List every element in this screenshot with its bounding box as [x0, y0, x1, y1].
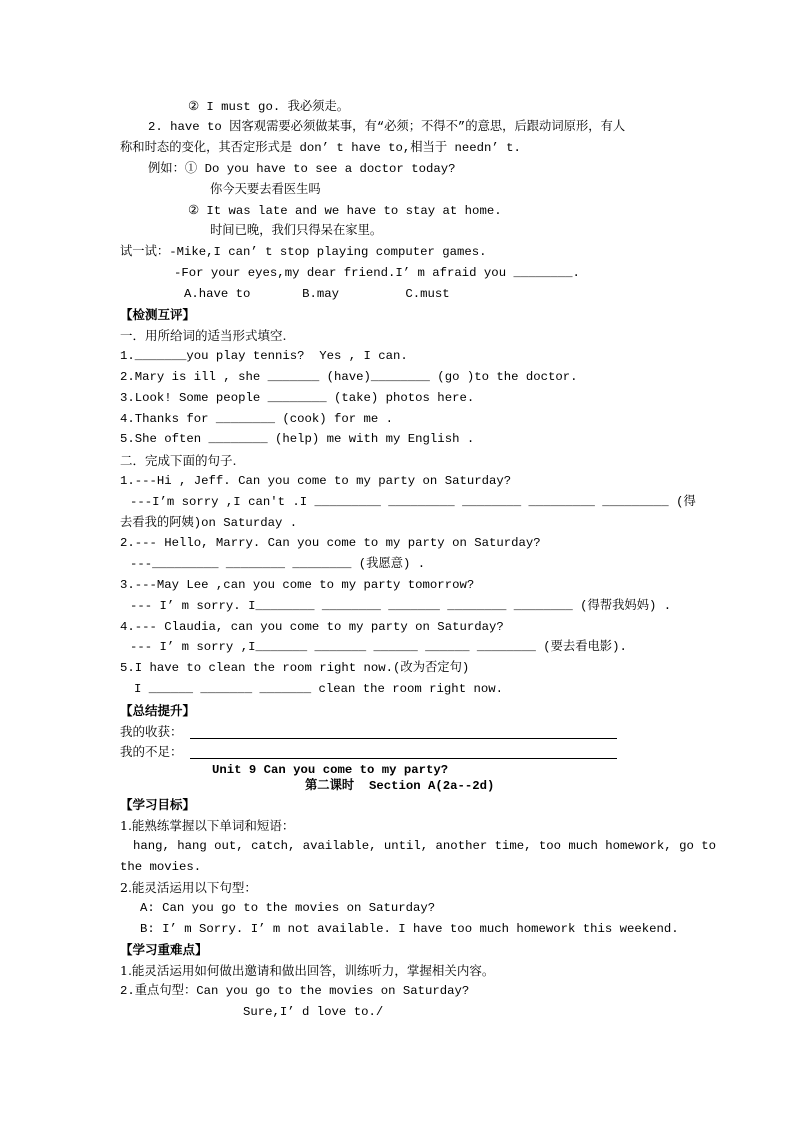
goal-2-sentence-a: A: Can you go to the movies on Saturday? — [140, 901, 436, 915]
gain-label: 我的收获： — [120, 724, 183, 739]
part1-item: 4.Thanks for ________ (cook) for me . — [120, 412, 394, 426]
goal-2: 2.能灵活运用以下句型： — [120, 880, 257, 895]
part2-line: 4.--- Claudia, can you come to my party on Saturday? — [120, 620, 504, 634]
lack-answer-line — [190, 758, 617, 759]
part2-title: 二．完成下面的句子. — [120, 453, 237, 468]
example-must-2: ② I must go. 我必须走。 — [188, 100, 350, 114]
unit-title: Unit 9 Can you come to my party? — [212, 763, 449, 777]
grammar-point-2-line2: 称和时态的变化，其否定形式是 don’ t have to,相当于 needn’ t. — [120, 141, 521, 155]
lack-label: 我的不足： — [120, 744, 183, 759]
goal-1-words: hang, hang out, catch, available, until, another time, too much homework, go to — [133, 839, 716, 853]
part2-line: ---I’m sorry ,I can't .I _________ _________ ________ _________ _________ (得 — [130, 495, 696, 509]
try-it-line2: -For your eyes,my dear friend.I’ m afraid you ________. — [174, 266, 580, 280]
gain-answer-line — [190, 738, 617, 739]
example-1-en: 例如：① Do you have to see a doctor today? — [148, 162, 456, 176]
check-heading: 【检测互评】 — [120, 307, 196, 322]
summary-heading: 【总结提升】 — [120, 703, 196, 718]
example-1-cn: 你今天要去看医生吗 — [210, 183, 321, 197]
key-point-1: 1.能灵活运用如何做出邀请和做出回答，训练听力，掌握相关内容。 — [120, 963, 495, 978]
part1-item: 5.She often ________ (help) me with my English . — [120, 432, 475, 446]
grammar-point-2-line1: 2. have to 因客观需要必须做某事，有“必须；不得不”的意思，后跟动词原形，有人 — [148, 120, 626, 134]
example-2-en: ② It was late and we have to stay at home. — [188, 204, 502, 218]
part1-title: 一．用所给词的适当形式填空. — [120, 328, 287, 343]
example-2-cn: 时间已晚，我们只得呆在家里。 — [210, 224, 383, 238]
goals-heading: 【学习目标】 — [120, 797, 196, 812]
part2-line: 2.--- Hello, Marry. Can you come to my party on Saturday? — [120, 536, 541, 550]
part2-line: 1.---Hi , Jeff. Can you come to my party on Saturday? — [120, 474, 512, 488]
part2-line: 去看我的阿姨)on Saturday . — [120, 516, 298, 530]
goal-1-words-cont: the movies. — [120, 860, 202, 874]
part1-item: 3.Look! Some people ________ (take) photos here. — [120, 391, 475, 405]
part2-line: I ______ _______ _______ clean the room right now. — [134, 682, 503, 696]
goal-2-sentence-b: B: I’ m Sorry. I’ m not available. I have too much homework this weekend. — [140, 922, 679, 936]
part2-line: ---_________ ________ ________ (我愿意) . — [130, 557, 426, 571]
try-it-options: A.have to B.may C.must — [184, 287, 450, 301]
part1-item: 2.Mary is ill , she _______ (have)________ (go )to the doctor. — [120, 370, 578, 384]
part2-line: 5.I have to clean the room right now.(改为否定句) — [120, 661, 470, 675]
part2-line: 3.---May Lee ,can you come to my party tomorrow? — [120, 578, 475, 592]
part1-item: 1._______you play tennis? Yes , I can. — [120, 349, 408, 363]
part2-line: --- I’ m sorry ,I_______ _______ ______ ______ ________ (要去看电影). — [130, 640, 627, 654]
key-points-heading: 【学习重难点】 — [120, 942, 208, 957]
key-point-2-reply: Sure,I’ d love to./ — [243, 1005, 384, 1019]
try-it-line1: 试一试：-Mike,I can’ t stop playing computer games. — [120, 245, 487, 259]
part2-line: --- I’ m sorry. I________ ________ _______ ________ ________ (得帮我妈妈) . — [130, 599, 672, 613]
key-point-2: 2.重点句型：Can you go to the movies on Saturday? — [120, 984, 470, 998]
lesson-title: 第二课时 Section A(2a--2d) — [305, 779, 495, 793]
goal-1: 1.能熟练掌握以下单词和短语： — [120, 818, 295, 833]
